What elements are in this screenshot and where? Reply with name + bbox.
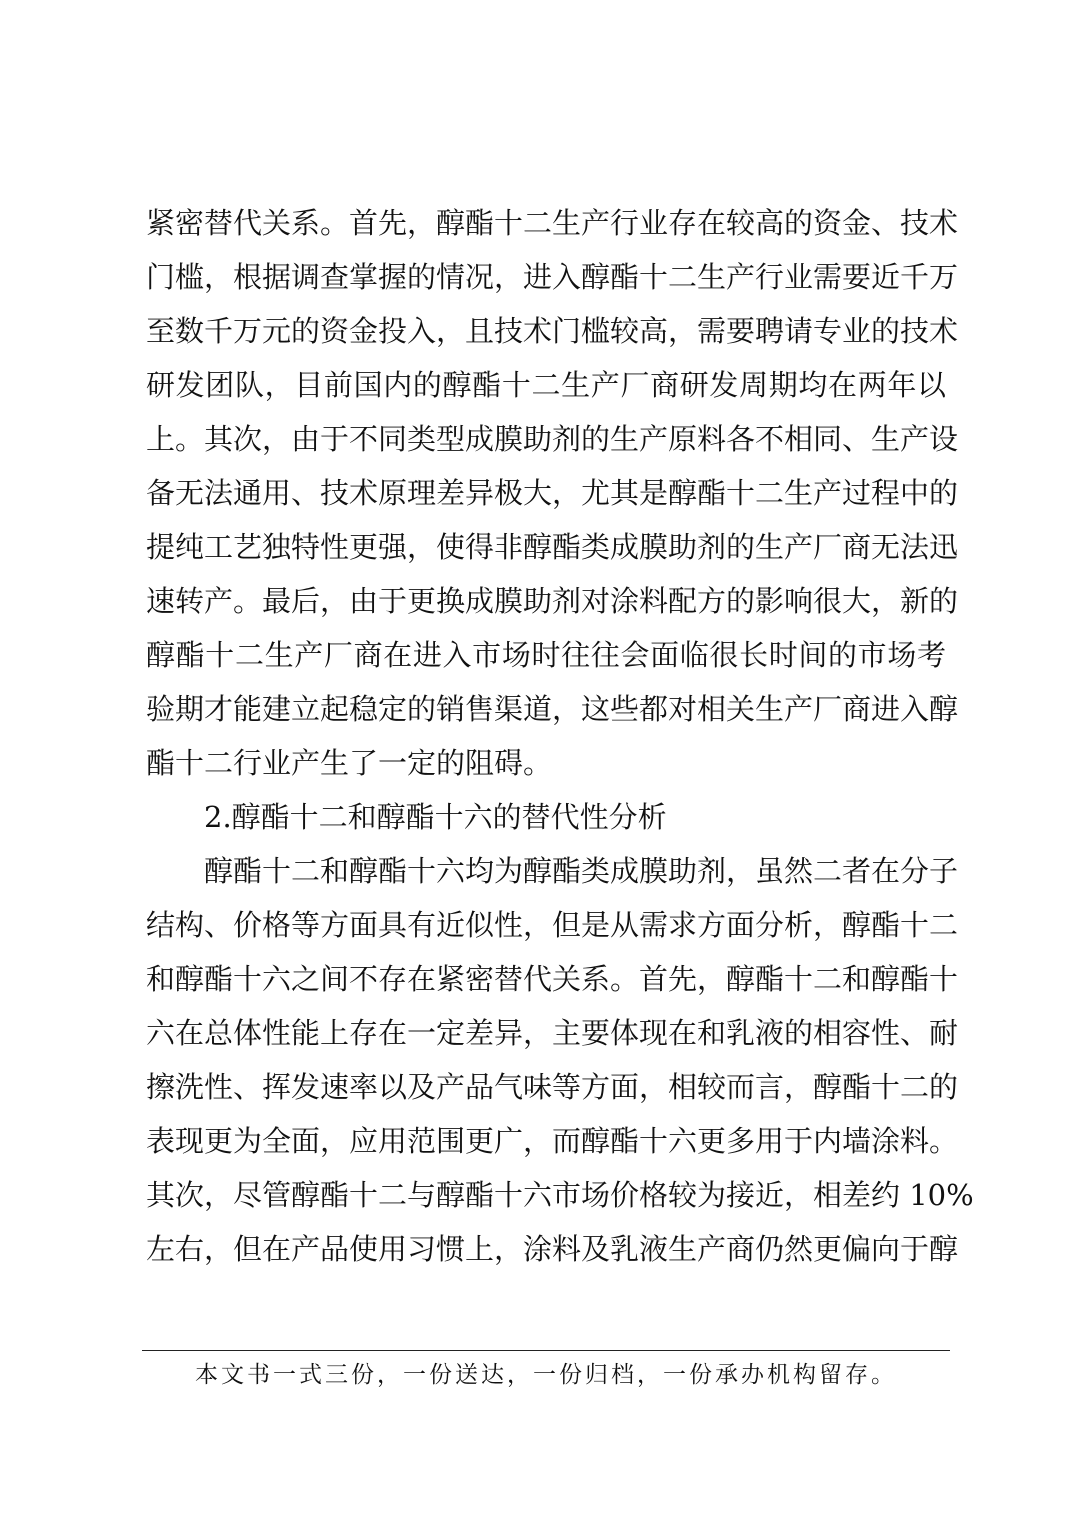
document-body [146, 196, 974, 1276]
paragraph-line: 提纯工艺独特性更强，使得非醇酯类成膜助剂的生产厂商无法迅 [146, 530, 959, 564]
paragraph-line: 醇酯十二生产厂商在进入市场时往往会面临很长时间的市场考 [146, 638, 946, 672]
paragraph-line: 速转产。最后，由于更换成膜助剂对涂料配方的影响很大，新的 [146, 584, 959, 618]
paragraph-line: 紧密替代关系。首先，醇酯十二生产行业存在较高的资金、技术 [146, 206, 959, 240]
paragraph-line: 结构、价格等方面具有近似性，但是从需求方面分析，醇酯十二 [146, 908, 959, 942]
footer-note: 本文书一式三份，一份送达，一份归档，一份承办机构留存。 [195, 1362, 897, 1388]
paragraph-line: 酯十二行业产生了一定的阻碍。 [146, 746, 553, 780]
paragraph-line: 表现更为全面，应用范围更广，而醇酯十六更多用于内墙涂料。 [146, 1124, 959, 1158]
paragraph-line: 备无法通用、技术原理差异极大，尤其是醇酯十二生产过程中的 [146, 476, 959, 510]
section-heading: 2.醇酯十二和醇酯十六的替代性分析 [204, 800, 667, 834]
paragraph-line: 擦洗性、挥发速率以及产品气味等方面，相较而言，醇酯十二的 [146, 1070, 959, 1104]
paragraph-line: 研发团队，目前国内的醇酯十二生产厂商研发周期均在两年以 [146, 368, 946, 402]
paragraph-line: 六在总体性能上存在一定差异，主要体现在和乳液的相容性、耐 [146, 1016, 959, 1050]
footer-divider [142, 1350, 950, 1351]
paragraph-line: 上。其次，由于不同类型成膜助剂的生产原料各不相同、生产设 [146, 422, 959, 456]
paragraph-line: 左右，但在产品使用习惯上，涂料及乳液生产商仍然更偏向于醇 [146, 1232, 959, 1266]
paragraph-line: 至数千万元的资金投入，且技术门槛较高，需要聘请专业的技术 [146, 314, 959, 348]
paragraph-line: 门槛，根据调查掌握的情况，进入醇酯十二生产行业需要近千万 [146, 260, 959, 294]
paragraph-line: 其次，尽管醇酯十二与醇酯十六市场价格较为接近，相差约 10% [146, 1178, 974, 1212]
paragraph-line: 醇酯十二和醇酯十六均为醇酯类成膜助剂，虽然二者在分子 [204, 854, 959, 888]
paragraph-line: 验期才能建立起稳定的销售渠道，这些都对相关生产厂商进入醇 [146, 692, 959, 726]
paragraph-line: 和醇酯十六之间不存在紧密替代关系。首先，醇酯十二和醇酯十 [146, 962, 959, 996]
